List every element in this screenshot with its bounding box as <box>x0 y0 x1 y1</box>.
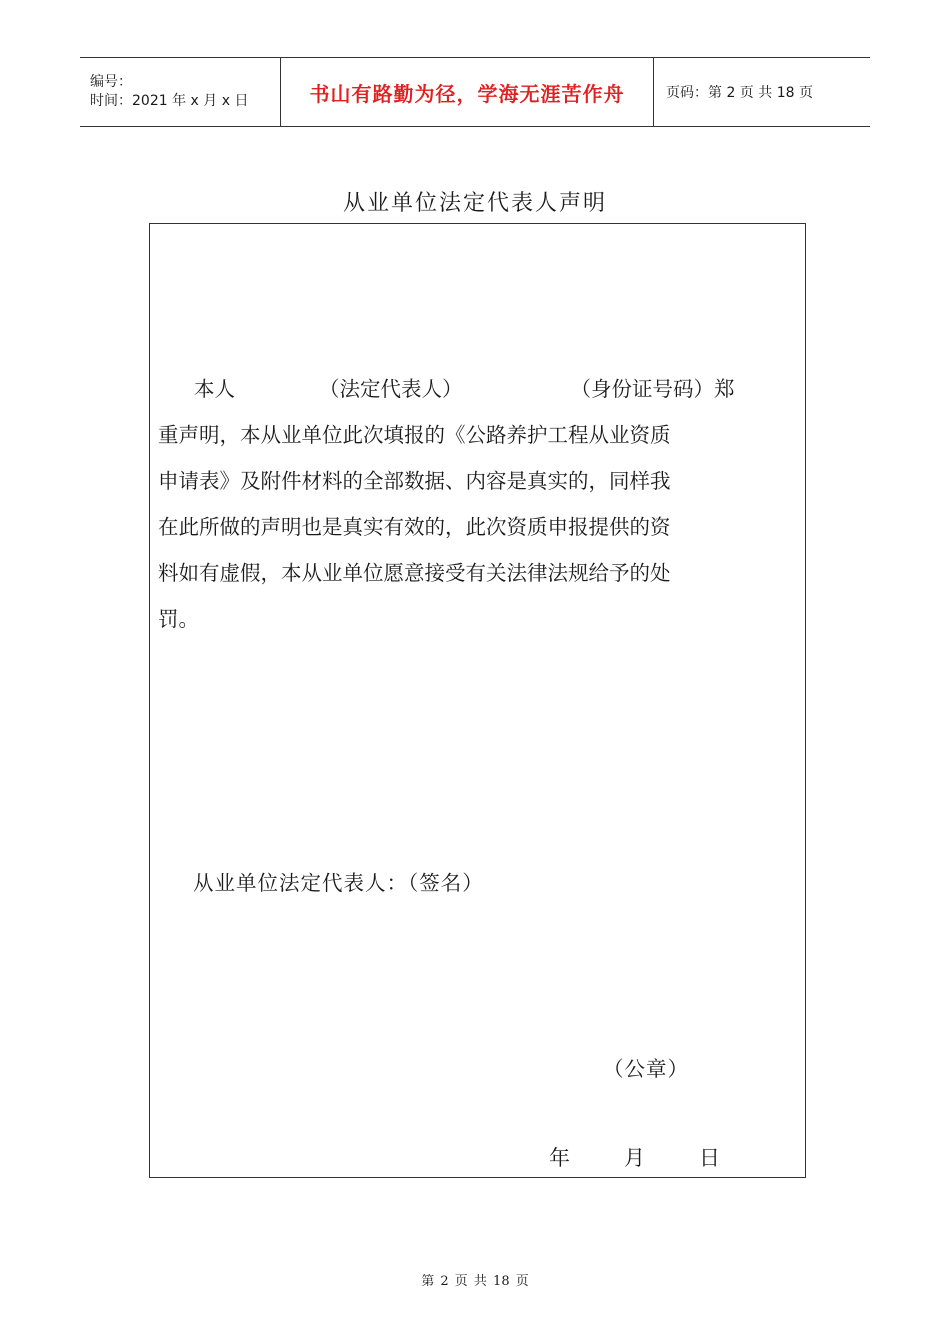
self-label: 本人 <box>194 377 235 401</box>
declaration-paragraph <box>158 366 798 642</box>
paragraph-line-4: 在此所做的声明也是真实有效的，此次资质申报提供的资 <box>158 515 671 539</box>
page-header <box>80 57 870 127</box>
seal-label: （公章） <box>603 1057 689 1081</box>
date-year: 年 <box>549 1146 570 1170</box>
date-line <box>549 1142 720 1172</box>
document-time-label: 时间：2021 年 x 月 x 日 <box>90 93 249 109</box>
paragraph-line-6: 罚。 <box>158 607 199 631</box>
header-page-info: 页码：第 2 页 共 18 页 <box>666 85 813 101</box>
document-title: 从业单位法定代表人声明 <box>342 191 607 216</box>
header-motto-cell <box>281 58 654 126</box>
signature-label: 从业单位法定代表人：（签名） <box>193 871 484 895</box>
header-motto: 书山有路勤为径，学海无涯苦作舟 <box>309 81 625 106</box>
id-number-placeholder: （身份证号码）郑 <box>570 377 735 401</box>
header-page-info-cell <box>654 58 870 126</box>
date-month: 月 <box>624 1146 645 1170</box>
legal-rep-placeholder: （法定代表人） <box>319 377 463 401</box>
paragraph-line-3: 申请表》及附件材料的全部数据、内容是真实的，同样我 <box>158 469 671 493</box>
paragraph-line-5: 料如有虚假，本从业单位愿意接受有关法律法规给予的处 <box>158 561 671 585</box>
date-day: 日 <box>699 1146 720 1170</box>
paragraph-line-1 <box>158 366 798 412</box>
page-footer: 第 2 页 共 18 页 <box>421 1274 529 1289</box>
document-number-label: 编号： <box>90 74 132 90</box>
paragraph-line-2: 重声明，本从业单位此次填报的《公路养护工程从业资质 <box>158 423 671 447</box>
header-meta <box>80 58 281 126</box>
